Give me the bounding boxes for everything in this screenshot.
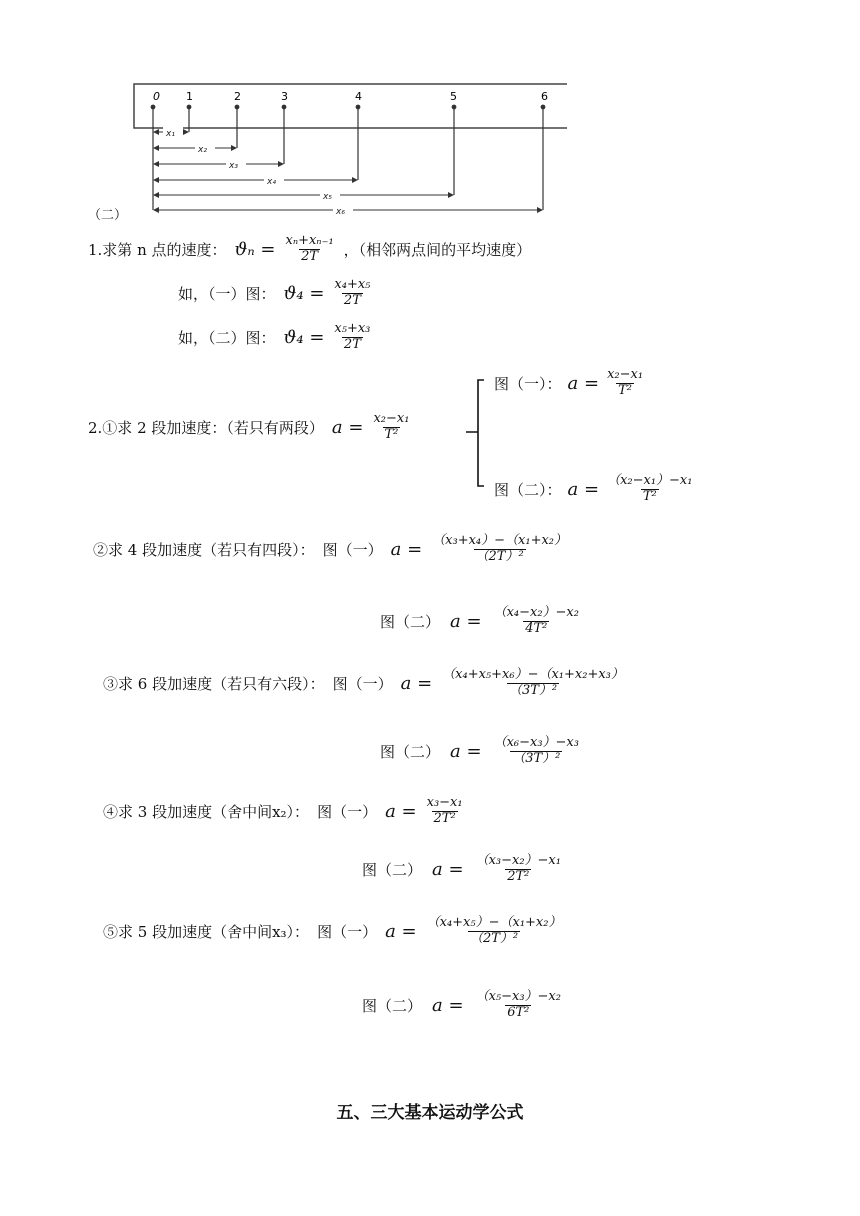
accel6-row-2: 图（二） a = $\frac{\text{（x₆−x₃）−x₃}}{\text{（3T）²}}$ bbox=[380, 735, 579, 766]
segment-label-x6: x₆ bbox=[336, 207, 345, 217]
point-label-5: 5 bbox=[450, 90, 457, 103]
segment-label-x2: x₂ bbox=[198, 145, 207, 155]
accel4-row-2: 图（二） a = $\frac{\text{（x₄−x₂）−x₂}}{\text{4T²}}$ bbox=[380, 605, 579, 636]
accel3-row-2: 图（二） a = $\frac{\text{（x₃−x₂）−x₁}}{\text{2T²}}$ bbox=[362, 853, 561, 884]
segment-label-x5: x₅ bbox=[323, 192, 332, 202]
figure-caption: （二） bbox=[88, 208, 128, 223]
accel2-branch-1: 图（一）： a = $\frac{\text{x₂−x₁}}{\text{T²}}$ bbox=[494, 367, 644, 398]
point-label-4: 4 bbox=[355, 90, 362, 103]
velocity-example-2: 如，（二）图： ϑ₄ = $\frac{\text{x₅+x₃}}{2T}$ bbox=[178, 321, 371, 352]
accel5-row-2: 图（二） a = $\frac{\text{（x₅−x₃）−x₂}}{\text{6T²}}$ bbox=[362, 989, 561, 1020]
segment-label-x3: x₃ bbox=[229, 161, 238, 171]
point-label-1: 1 bbox=[186, 90, 193, 103]
accel4-row-1: ②求 4 段加速度（若只有四段）： 图（一） a = $\frac{\text{（x₃+x₄）−（x₁+x₂）}}{\text{（2T）²}}$ bbox=[93, 533, 568, 564]
brace bbox=[460, 376, 490, 492]
velocity-title: 1.求第 n 点的速度： bbox=[88, 240, 227, 259]
velocity-fraction: $\frac{\text{xₙ+xₙ₋₁}}{2T}$ bbox=[285, 233, 334, 264]
velocity-example-1: 如，（一）图： ϑ₄ = $\frac{\text{x₄+x₅}}{2T}$ bbox=[178, 277, 371, 308]
point-label-3: 3 bbox=[281, 90, 288, 103]
point-label-6: 6 bbox=[541, 90, 548, 103]
accel5-row-1: ⑤求 5 段加速度（舍中间x₃）： 图（一） a = $\frac{\text{（x₄+x₅）−（x₁+x₂）}}{\text{（2T）²}}$ bbox=[103, 915, 562, 946]
tape-diagram bbox=[0, 70, 860, 220]
velocity-formula-row bbox=[88, 234, 531, 265]
accel2-row: 2.①求 2 段加速度：（若只有两段） a = $\frac{\text{x₂−x₁}}{\text{T²}}$ bbox=[88, 411, 410, 442]
velocity-lhs: ϑₙ = bbox=[234, 238, 276, 260]
section-heading: 五、三大基本运动学公式 bbox=[336, 1103, 524, 1123]
velocity-note: ，（相邻两点间的平均速度） bbox=[343, 240, 532, 259]
segment-label-x4: x₄ bbox=[267, 177, 276, 187]
accel3-row-1: ④求 3 段加速度（舍中间x₂）： 图（一） a = $\frac{\text{x₃−x₁}}{\text{2T²}}$ bbox=[103, 795, 463, 826]
point-label-2: 2 bbox=[234, 90, 241, 103]
point-label-0: 0 bbox=[153, 90, 160, 103]
accel6-row-1: ③求 6 段加速度（若只有六段）： 图（一） a = $\frac{\text{（x₄+x₅+x₆）−（x₁+x₂+x₃）}}{\text{（3T）²}}$ bbox=[103, 667, 624, 698]
accel2-branch-2: 图（二）： a = $\frac{\text{（x₂−x₁）−x₁}}{\text{T²}}$ bbox=[494, 473, 693, 504]
segment-label-x1: x₁ bbox=[166, 129, 175, 139]
